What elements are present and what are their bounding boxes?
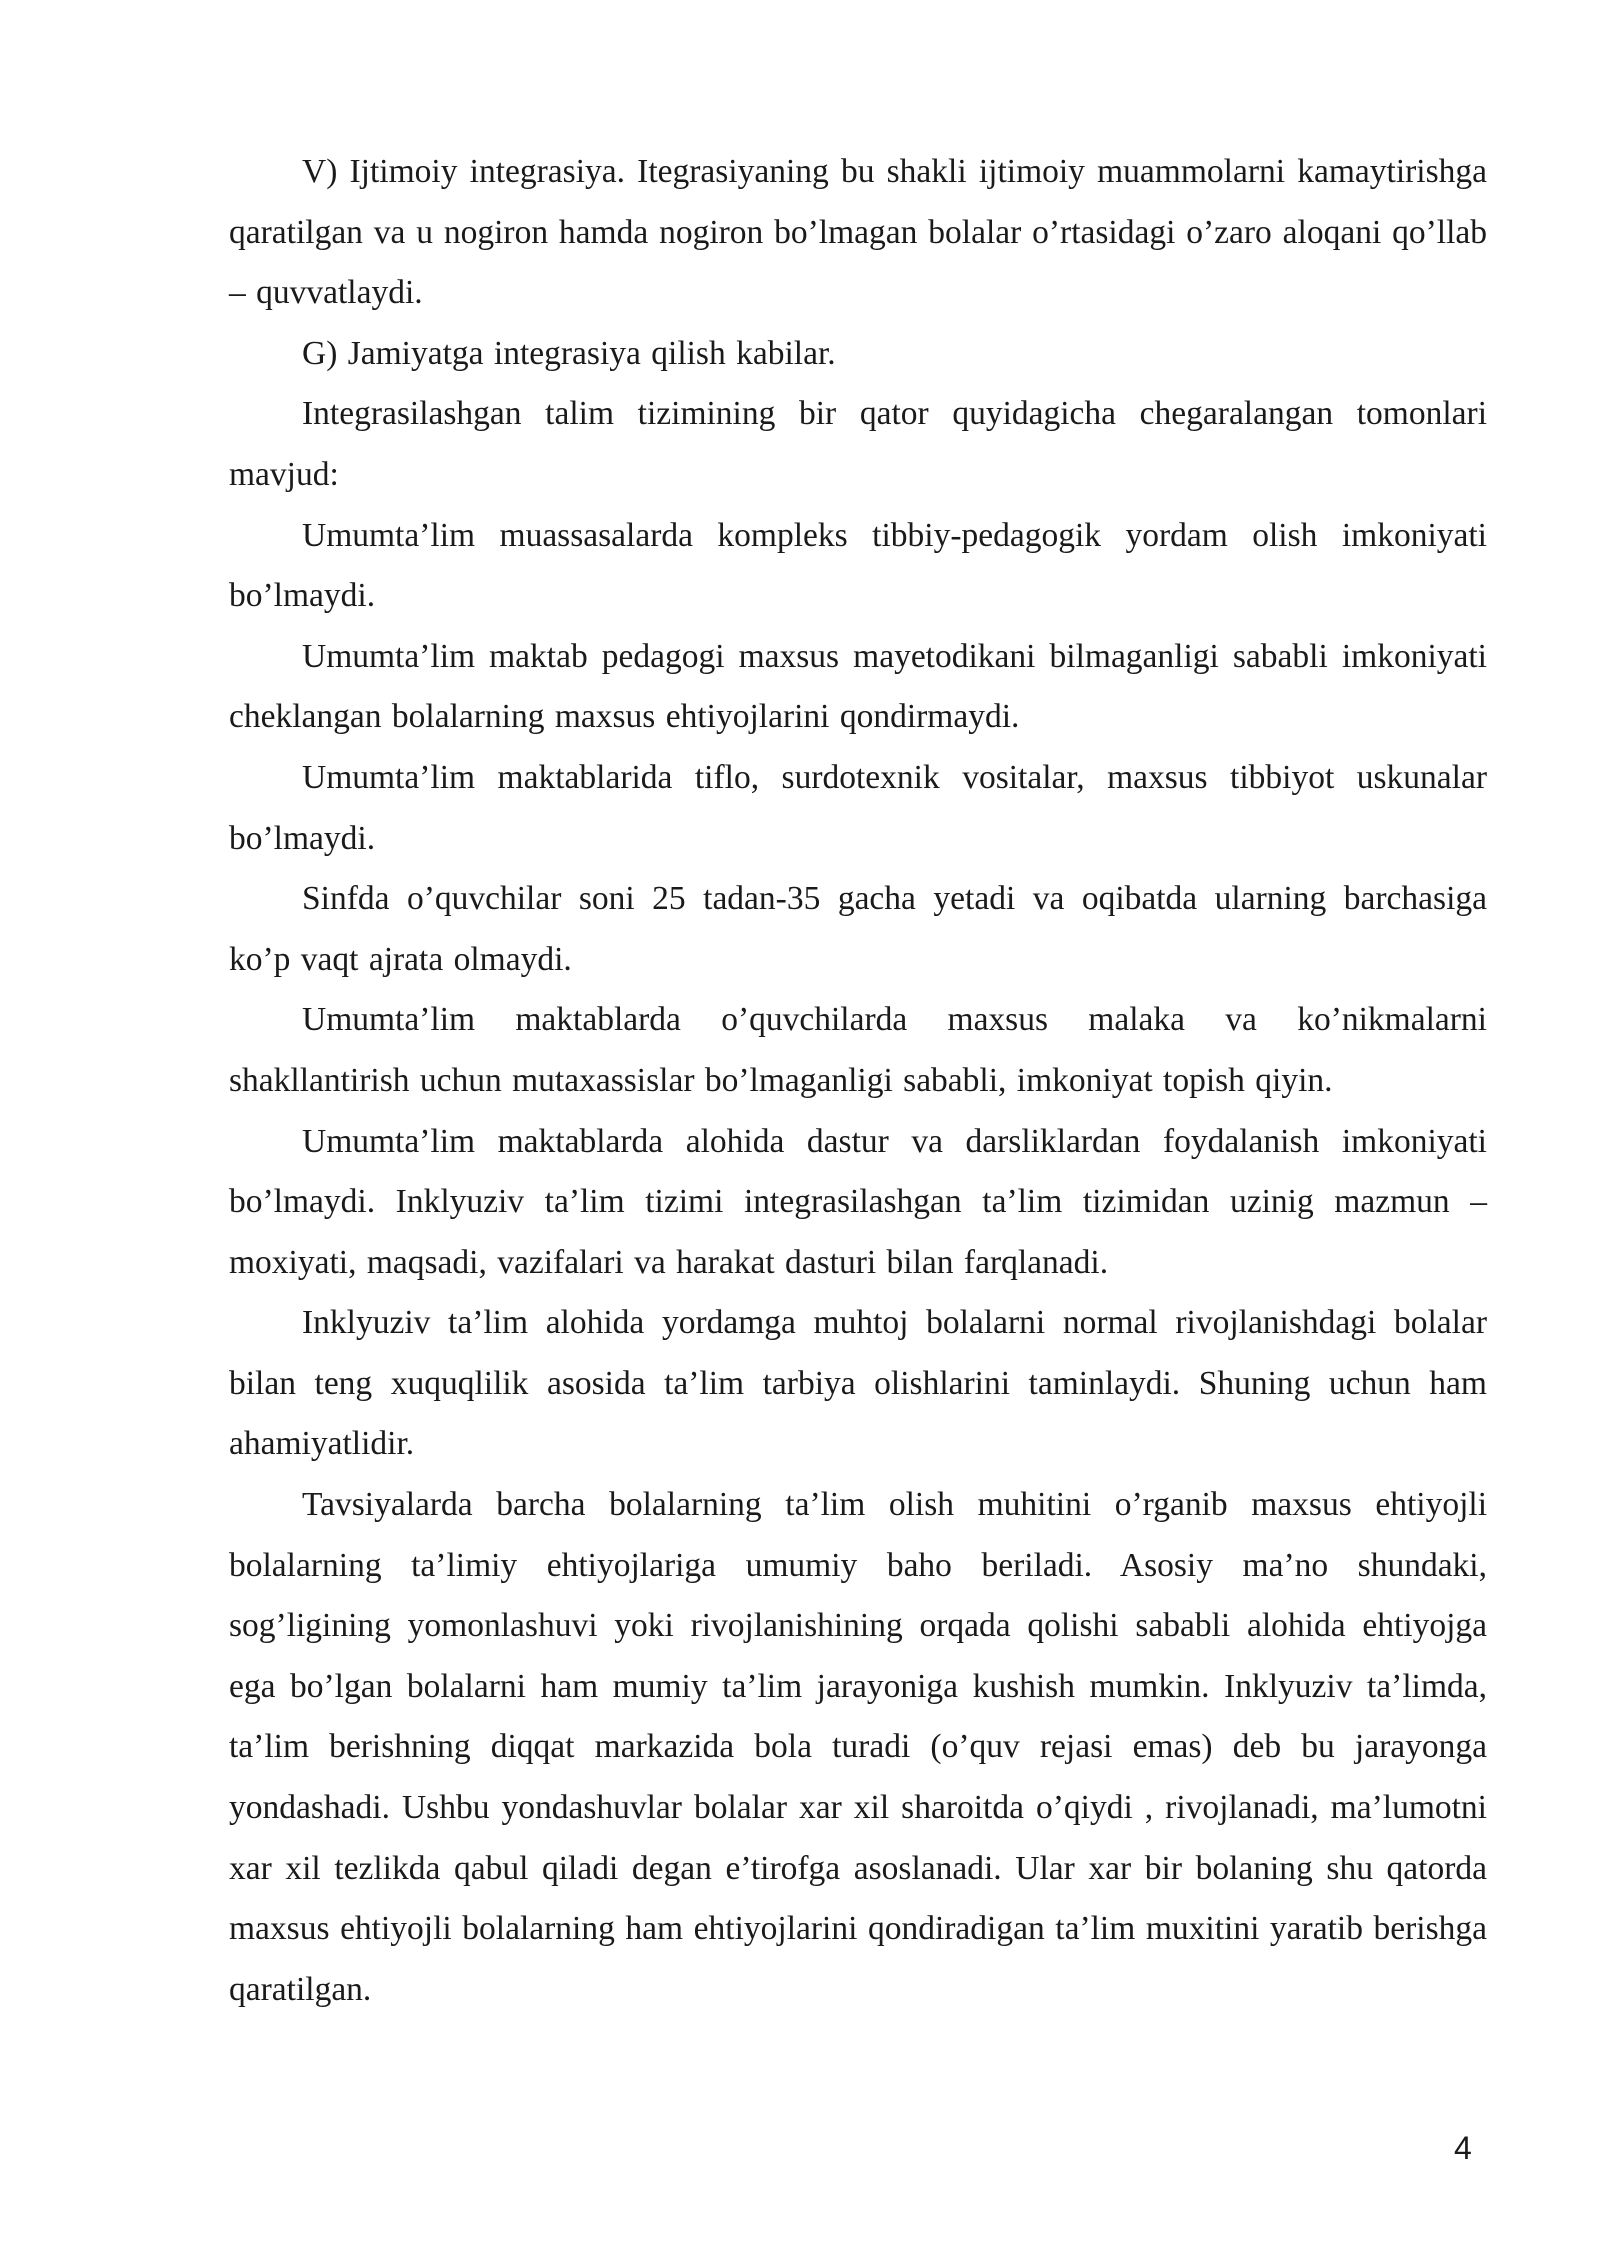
paragraph-limitation-medical-help: Umumta’lim muassasalarda kompleks tibbiy-pedagogik yordam olish imkoniyati bo’lmaydi. bbox=[229, 516, 1487, 615]
paragraph-limitations-intro: Integrasilashgan talim tizimining bir qator quyidagicha chegaralangan tomonlari mavjud: bbox=[229, 395, 1487, 493]
paragraph-limitation-specialists: Umumta’lim maktablarda o’quvchilarda maxsus malaka va ko’nikmalarni shakllantirish uchun mutaxassislar bo’lmaganligi sababli, imkoniyat topish qiyin. bbox=[229, 1001, 1487, 1099]
paragraph-inclusive-education: Inklyuziv ta’lim alohida yordamga muhtoj bolalarni normal rivojlanishdagi bolalar bilan teng xuquqlilik asosida ta’lim tarbiya olishlarini taminlaydi. Shuning uchun ham ahamiyatlidir. bbox=[229, 1304, 1487, 1463]
page-number: 4 bbox=[1454, 2130, 1472, 2166]
paragraph-society-integration: G) Jamiyatga integrasiya qilish kabilar. bbox=[302, 334, 836, 372]
paragraph-social-integration: V) Ijtimoiy integrasiya. Itegrasiyaning bu shakli ijtimoiy muammolarni kamaytirishga qaratilgan va u nogiron hamda nogiron bo’lmagan bolalar o’rtasidagi o’zaro aloqani qo’llab – quvvatlaydi. bbox=[229, 153, 1487, 312]
body-text bbox=[229, 142, 1487, 2020]
paragraph-recommendations: Tavsiyalarda barcha bolalarning ta’lim olish muhitini o’rganib maxsus ehtiyojli bolalarning ta’limiy ehtiyojlariga umumiy baho beriladi. Asosiy ma’no shundaki, sog’ligining yomonlashuvi yoki rivojlanishining orqada qolishi sababli alohida ehtiyojga ega bo’lgan bolalarni ham mumiy ta’lim jarayoniga kushish mumkin. Inklyuziv ta’limda, ta’lim berishning diqqat markazida bola turadi (o’quv rejasi emas) deb bu jarayonga yondashadi. Ushbu yondashuvlar bolalar xar xil sharoitda o’qiydi , rivojlanadi, ma’lumotni xar xil tezlikda qabul qiladi degan e’tirofga asoslanadi. Ular xar bir bolaning shu qatorda maxsus ehtiyojli bolalarning ham ehtiyojlarini qondiradigan ta’lim muxitini yaratib berishga qaratilgan. bbox=[229, 1486, 1487, 2008]
paragraph-limitation-methodology: Umumta’lim maktab pedagogi maxsus mayetodikani bilmaganligi sababli imkoniyati cheklangan bolalarning maxsus ehtiyojlarini qondirmaydi. bbox=[229, 637, 1487, 736]
paragraph-limitation-programs: Umumta’lim maktablarda alohida dastur va darsliklardan foydalanish imkoniyati bo’lmaydi. Inklyuziv ta’lim tizimi integrasilashgan ta’lim tizimidan uzinig mazmun – moxiyati, maqsadi, vazifalari va harakat dasturi bilan farqlanadi. bbox=[229, 1122, 1487, 1281]
paragraph-limitation-equipment: Umumta’lim maktablarida tiflo, surdotexnik vositalar, maxsus tibbiyot uskunalar bo’lmaydi. bbox=[229, 758, 1487, 857]
paragraph-limitation-class-size: Sinfda o’quvchilar soni 25 tadan-35 gacha yetadi va oqibatda ularning barchasiga ko’p vaqt ajrata olmaydi. bbox=[229, 880, 1487, 978]
